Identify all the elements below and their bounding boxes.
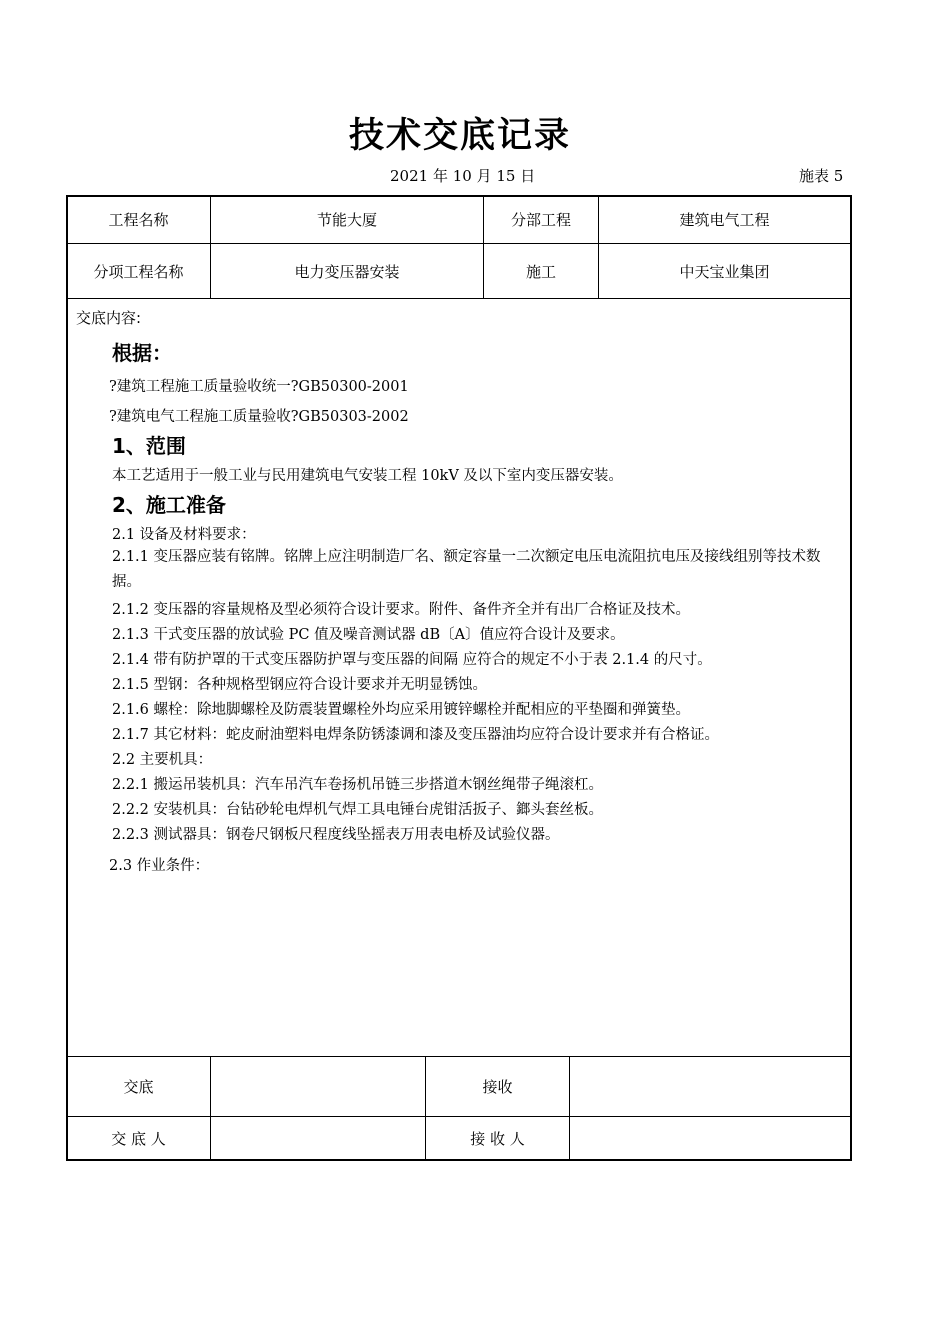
receiver-person-label: 接 收 人 bbox=[470, 1129, 525, 1148]
section-heading-preparation: 2、施工准备 bbox=[112, 493, 226, 517]
content-label: 交底内容: bbox=[76, 309, 142, 327]
content-line: 2.1.7 其它材料：蛇皮耐油塑料电焊条防锈漆调和漆及变压器油均应符合设计要求并有合格证。 bbox=[112, 727, 719, 743]
subitem-name-label: 分项工程名称 bbox=[93, 262, 184, 281]
scope-text: 本工艺适用于一般工业与民用建筑电气安装工程 10kV 及以下室内变压器安装。 bbox=[112, 468, 623, 484]
basis-heading: 根据： bbox=[112, 341, 172, 365]
content-line: 2.2 主要机具： bbox=[112, 752, 213, 768]
receive-signature-field[interactable] bbox=[570, 1057, 850, 1116]
basis-item: ?建筑工程施工质量验收统一?GB50300-2001 bbox=[109, 379, 409, 395]
division-value: 建筑电气工程 bbox=[679, 211, 770, 229]
content-line: 2.1 设备及材料要求： bbox=[112, 527, 256, 543]
table-divider bbox=[67, 298, 850, 299]
construction-label: 施工 bbox=[525, 262, 556, 281]
content-line: 2.1.5 型钢：各种规格型钢应符合设计要求并无明显锈蚀。 bbox=[112, 677, 488, 693]
content-line: 2.2.1 搬运吊装机具：汽车吊汽车卷扬机吊链三步搭道木钢丝绳带子绳滚杠。 bbox=[112, 777, 604, 793]
project-name-label: 工程名称 bbox=[108, 211, 169, 229]
content-line: 2.1.1 变压器应装有铭牌。铭牌上应注明制造厂名、额定容量一二次额定电压电流阻抗电压及接线组别等技术数据。 bbox=[112, 549, 821, 590]
handover-person-field[interactable] bbox=[211, 1117, 425, 1159]
section-heading-scope: 1、范围 bbox=[112, 434, 186, 458]
project-name-value: 节能大厦 bbox=[316, 211, 377, 229]
content-line: 2.1.3 干式变压器的放试验 PC 值及噪音测试器 dB〔A〕值应符合设计及要求。 bbox=[112, 627, 625, 643]
document-date: 2021 年 10 月 15 日 bbox=[390, 167, 536, 185]
handover-person-label: 交 底 人 bbox=[111, 1129, 166, 1148]
division-label: 分部工程 bbox=[510, 211, 571, 229]
handover-label: 交底 bbox=[123, 1078, 154, 1096]
handover-signature-field[interactable] bbox=[211, 1057, 425, 1116]
content-line: 2.1.6 螺栓：除地脚螺栓及防震装置螺栓外均应采用镀锌螺栓并配相应的平垫圈和弹簧垫。 bbox=[112, 702, 690, 718]
construction-value: 中天宝业集团 bbox=[679, 262, 770, 281]
content-line: 2.3 作业条件： bbox=[109, 858, 210, 874]
form-number: 施表 5 bbox=[799, 167, 844, 185]
content-line: 2.1.2 变压器的容量规格及型必须符合设计要求。附件、备件齐全并有出厂合格证及技术。 bbox=[112, 602, 690, 618]
content-line: 2.2.2 安装机具：台钻砂轮电焊机气焊工具电锤台虎钳活扳子、鎯头套丝板。 bbox=[112, 802, 604, 818]
content-line: 2.2.3 测试器具：钢卷尺钢板尺程度线坠摇表万用表电桥及试验仪器。 bbox=[112, 827, 560, 843]
document-title: 技术交底记录 bbox=[348, 116, 571, 156]
basis-item: ?建筑电气工程施工质量验收?GB50303-2002 bbox=[109, 409, 409, 425]
receive-label: 接收 bbox=[482, 1078, 513, 1096]
subitem-name-value: 电力变压器安装 bbox=[294, 262, 400, 281]
content-line: 2.1.4 带有防护罩的干式变压器防护罩与变压器的间隔 应符合的规定不小于表 2.1.4 的尺寸。 bbox=[112, 652, 712, 668]
receiver-person-field[interactable] bbox=[570, 1117, 850, 1159]
